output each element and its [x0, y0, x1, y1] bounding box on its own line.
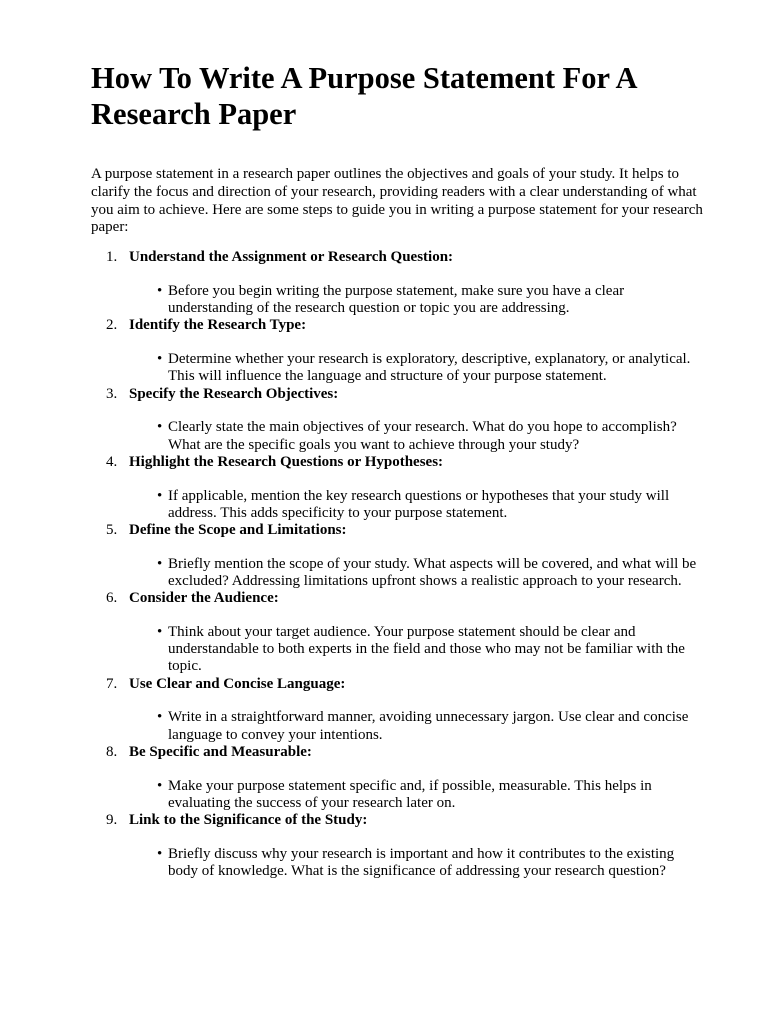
step-item [91, 386, 706, 454]
step-number: 1. [106, 249, 118, 266]
document-title: How To Write A Purpose Statement For A Research Paper [91, 61, 636, 131]
step-number: 9. [106, 812, 118, 829]
step-item [91, 522, 706, 590]
bullet-dot-icon: • [157, 419, 163, 436]
step-item [91, 249, 706, 317]
step-heading [91, 676, 706, 694]
step-bullet-text: If applicable, mention the key research questions or hypotheses that your study will address. This adds specificity to your purpose statement. [168, 487, 670, 521]
step-number: 4. [106, 453, 118, 470]
step-item [91, 676, 706, 744]
step-number: 7. [106, 675, 118, 692]
step-bullet-text: Write in a straightforward manner, avoiding unnecessary jargon. Use clear and concise language to convey your intentions. [168, 709, 689, 743]
step-number: 3. [106, 385, 118, 402]
step-heading [91, 386, 706, 404]
step-bullet-text: Before you begin writing the purpose statement, make sure you have a clear understanding of the research question or topic you are addressing. [168, 282, 625, 317]
step-number: 2. [106, 317, 118, 334]
step-item [91, 812, 706, 880]
document-page [91, 60, 706, 880]
step-heading [91, 590, 706, 608]
step-bullet [91, 709, 698, 743]
bullet-dot-icon: • [157, 555, 163, 572]
step-bullet-text: Clearly state the main objectives of your research. What do you hope to accomplish? What are the specific goals you want to achieve through your study? [168, 419, 677, 453]
step-bullet [91, 778, 698, 812]
bullet-dot-icon: • [157, 282, 163, 299]
step-heading-text: Consider the Audience: [129, 590, 279, 607]
step-heading [91, 744, 706, 762]
step-bullet [91, 283, 698, 317]
step-number: 8. [106, 743, 118, 760]
step-heading [91, 454, 706, 472]
step-heading [91, 522, 706, 540]
steps-list [91, 249, 706, 880]
step-heading-text: Be Specific and Measurable: [129, 743, 312, 760]
step-bullet [91, 488, 698, 522]
bullet-dot-icon: • [157, 845, 163, 862]
step-heading [91, 249, 706, 267]
step-bullet [91, 846, 698, 880]
step-bullet-text: Briefly mention the scope of your study. What aspects will be covered, and what will be excluded? Addressing limitations upfront shows a realistic approach to your research. [168, 555, 697, 589]
step-number: 5. [106, 522, 118, 538]
step-number: 6. [106, 590, 118, 607]
step-heading [91, 317, 706, 335]
bullet-dot-icon: • [157, 709, 163, 726]
step-bullet-text: Make your purpose statement specific and, if possible, measurable. This helps in evaluating the success of your research later on. [168, 777, 652, 811]
step-item [91, 744, 706, 812]
step-bullet [91, 624, 698, 676]
step-heading-text: Highlight the Research Questions or Hypotheses: [129, 453, 444, 470]
step-heading-text: Specify the Research Objectives: [129, 385, 339, 402]
step-item [91, 454, 706, 522]
step-heading-text: Link to the Significance of the Study: [129, 812, 368, 829]
bullet-dot-icon: • [157, 624, 163, 640]
step-bullet-text: Determine whether your research is exploratory, descriptive, explanatory, or analytical. This will influence the language and structure of your purpose statement. [168, 351, 691, 385]
step-bullet-text: Briefly discuss why your research is important and how it contributes to the existing body of knowledge. What is the significance of addressing your research question? [168, 845, 675, 880]
intro-paragraph: A purpose statement in a research paper outlines the objectives and goals of your study. It helps to clarify the focus and direction of your research, providing readers with a clear understanding of what you aim to achieve. Here are some steps to guide you in writing a purpose statement for your research paper: [91, 166, 703, 236]
step-heading-text: Understand the Assignment or Research Question: [129, 249, 454, 266]
step-heading-text: Define the Scope and Limitations: [129, 522, 347, 538]
step-item [91, 590, 706, 675]
bullet-dot-icon: • [157, 351, 163, 368]
bullet-dot-icon: • [157, 777, 163, 794]
step-bullet [91, 419, 698, 453]
step-bullet [91, 351, 698, 385]
step-bullet-text: Think about your target audience. Your purpose statement should be clear and understandable to both experts in the field and those who may not be familiar with the topic. [168, 624, 685, 675]
step-heading [91, 812, 706, 830]
bullet-dot-icon: • [157, 487, 163, 504]
step-bullet [91, 556, 698, 590]
step-item [91, 317, 706, 385]
step-heading-text: Identify the Research Type: [129, 317, 307, 334]
step-heading-text: Use Clear and Concise Language: [129, 675, 346, 692]
